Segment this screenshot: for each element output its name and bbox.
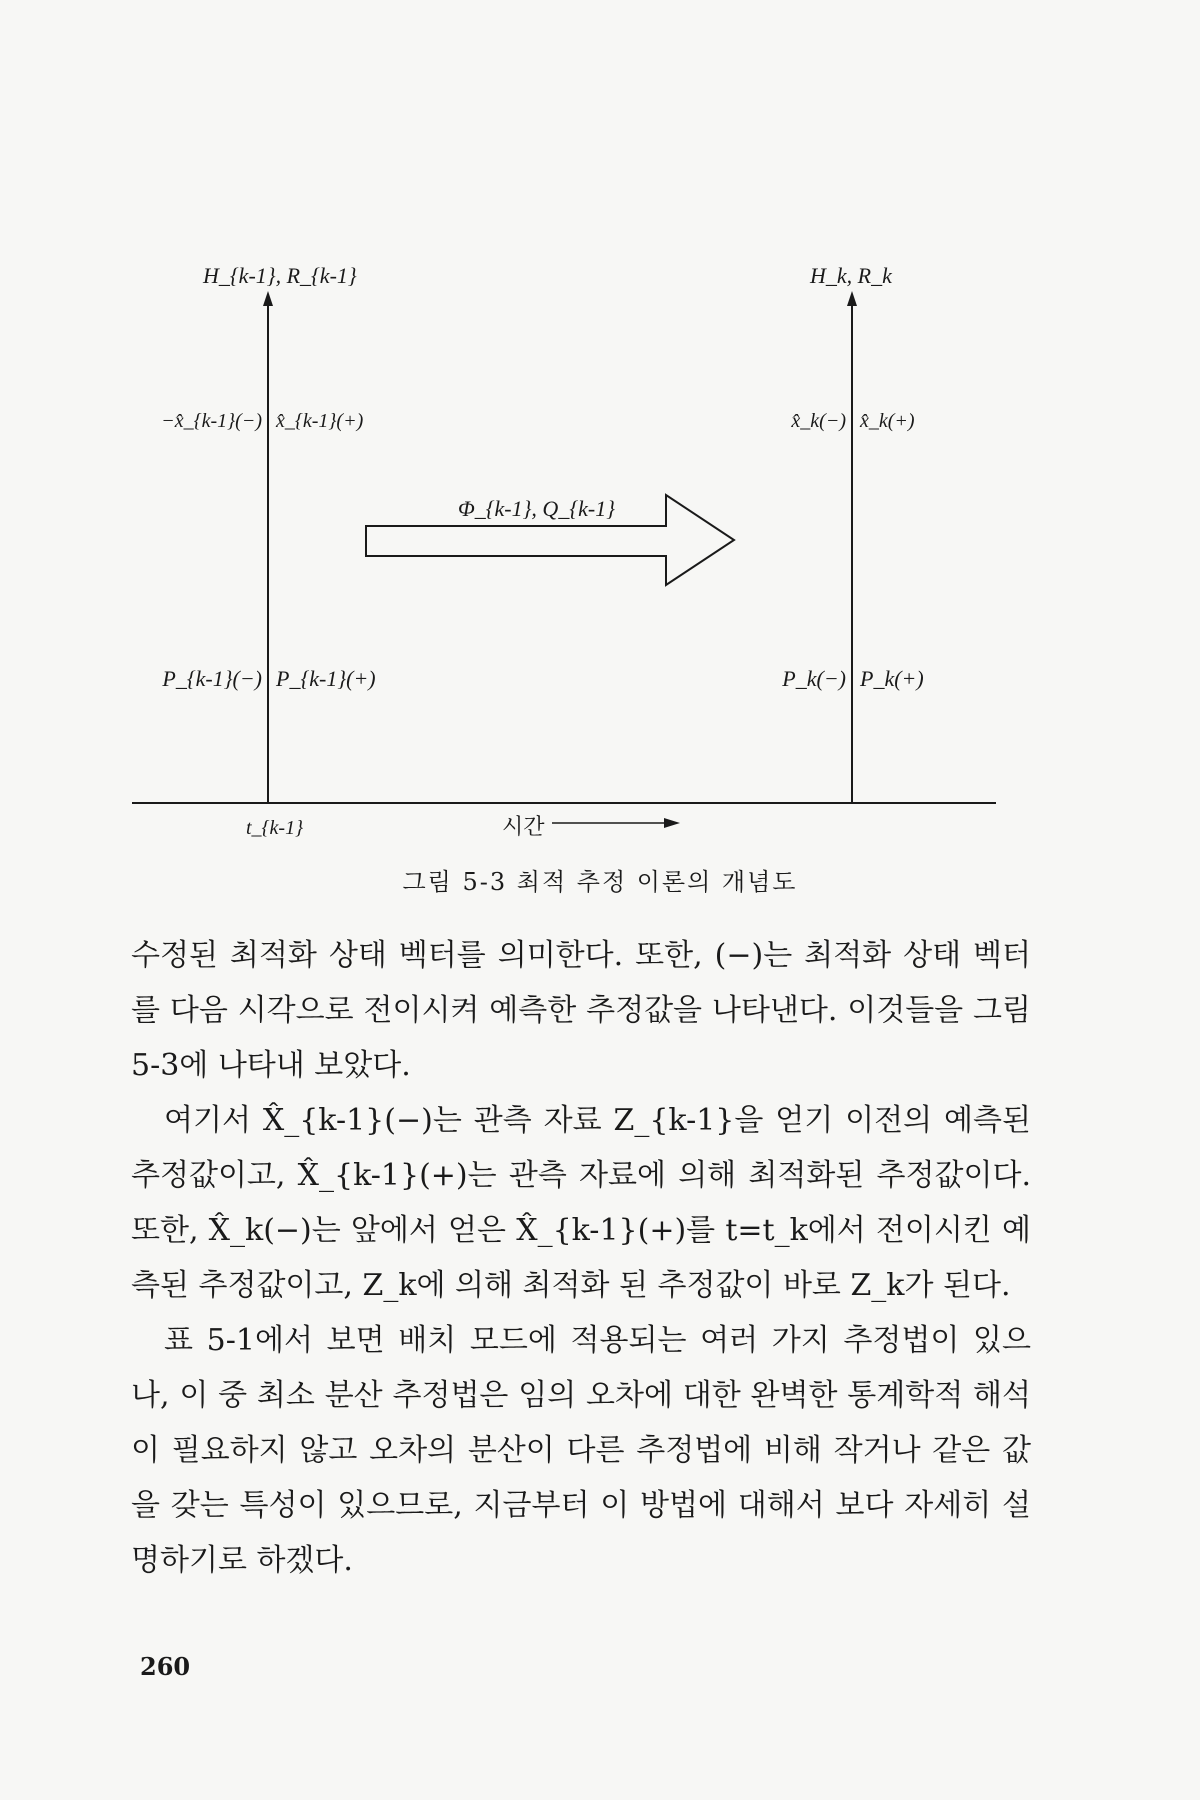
left-x-plus-label: x̂_{k-1}(+) bbox=[276, 410, 364, 432]
right-x-minus-label: x̂_k(−) bbox=[791, 410, 846, 432]
right-top-label: H_k, R_k bbox=[810, 263, 892, 288]
time-direction-arrowhead bbox=[664, 818, 680, 828]
right-p-minus-label: P_k(−) bbox=[782, 666, 846, 691]
paragraph-2: 여기서 X̂_{k-1}(−)는 관측 자료 Z_{k-1}을 얻기 이전의 예측된 추정값이고, X̂_{k-1}(+)는 관측 자료에 의해 최적화된 추정값이다. 또한, X̂_k(−)는 앞에서 얻은 X̂_{k-1}(+)를 t=t_k에서 전이시킨 예측된 추정값이고, Z_k에 의해 최적화 된 추정값이 바로 Z_k가 된다. bbox=[131, 1103, 1031, 1303]
right-axis-arrowhead bbox=[847, 291, 857, 306]
figure-caption: 그림 5-3 최적 추정 이론의 개념도 bbox=[402, 868, 798, 896]
arrow-label: Φ_{k-1}, Q_{k-1} bbox=[458, 496, 616, 521]
page-number: 260 bbox=[140, 1652, 191, 1681]
left-top-label: H_{k-1}, R_{k-1} bbox=[203, 263, 357, 288]
left-x-minus-label: −x̂_{k-1}(−) bbox=[161, 410, 262, 432]
paragraph-3: 표 5-1에서 보면 배치 모드에 적용되는 여러 가지 추정법이 있으나, 이 중 최소 분산 추정법은 임의 오차에 대한 완벽한 통계학적 해석이 필요하지 않고 오차의 분산이 다른 추정법에 비해 작거나 같은 값을 갖는 특성이 있으므로, 지금부터 이 방법에 대해서 보다 자세히 설명하기로 하겠다. bbox=[131, 1323, 1031, 1578]
time-axis-label: 시간 bbox=[502, 815, 545, 840]
left-p-plus-label: P_{k-1}(+) bbox=[276, 666, 376, 691]
time-tick-label: t_{k-1} bbox=[246, 817, 304, 839]
paragraph-1: 수정된 최적화 상태 벡터를 의미한다. 또한, (−)는 최적화 상태 벡터를 다음 시각으로 전이시켜 예측한 추정값을 나타낸다. 이것들을 그림 5-3에 나타내 보았다. bbox=[131, 938, 1031, 1083]
left-p-minus-label: P_{k-1}(−) bbox=[162, 666, 262, 691]
left-axis-arrowhead bbox=[263, 291, 273, 306]
right-p-plus-label: P_k(+) bbox=[860, 666, 924, 691]
right-x-plus-label: x̂_k(+) bbox=[860, 410, 915, 432]
body-text bbox=[131, 928, 1031, 1588]
